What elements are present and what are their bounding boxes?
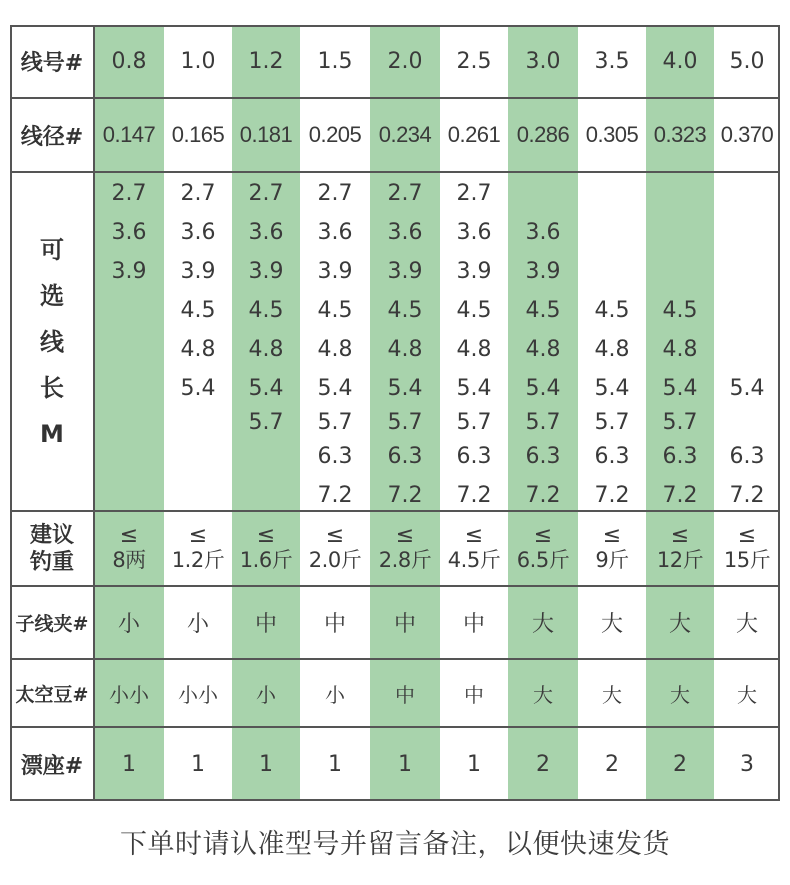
length-value: 6.3 <box>594 444 630 469</box>
label-space-bean: 太空豆# <box>15 683 89 706</box>
line-number-cell: 1.0 <box>180 49 216 74</box>
float-seat-cell: 2 <box>605 751 619 777</box>
length-value: 4.5 <box>594 298 630 323</box>
length-value: 4.5 <box>456 298 492 323</box>
weight-value: 1.2斤 <box>171 547 225 572</box>
length-value: 6.3 <box>456 444 492 469</box>
weight-value: 8两 <box>112 547 146 572</box>
length-value: 6.3 <box>387 444 423 469</box>
suggested-weight-cell <box>578 511 646 586</box>
length-value: 3.9 <box>387 259 423 284</box>
label-length-char: 选 <box>40 281 64 310</box>
length-value: 5.4 <box>248 376 284 401</box>
length-value: 5.4 <box>387 376 423 401</box>
length-value: 7.2 <box>525 483 561 508</box>
length-value: 4.5 <box>317 298 353 323</box>
length-value: 2.7 <box>180 181 216 206</box>
float-seat-cell: 3 <box>740 751 754 777</box>
length-value: 6.3 <box>525 444 561 469</box>
space-bean-cell: 中 <box>395 682 415 707</box>
label-float-seat: 漂座# <box>20 753 84 779</box>
space-bean-cell: 大 <box>602 682 622 707</box>
length-value: 6.3 <box>729 444 765 469</box>
suggested-weight-cell <box>646 511 714 586</box>
space-bean-cell: 小 <box>325 682 345 707</box>
line-number-cell: 2.0 <box>387 49 423 74</box>
label-length-char: 可 <box>40 235 64 264</box>
line-diameter-cell: 0.323 <box>653 122 707 147</box>
space-bean-cell: 小小 <box>109 682 149 707</box>
footer-note: 下单时请认准型号并留言备注，以便快速发货 <box>120 829 670 860</box>
line-diameter-cell: 0.147 <box>102 122 156 147</box>
length-value: 7.2 <box>729 483 765 508</box>
length-value: 3.9 <box>248 259 284 284</box>
label-length-char: M <box>40 419 64 448</box>
weight-value: 1.6斤 <box>239 547 293 572</box>
line-diameter-cell: 0.305 <box>585 122 639 147</box>
length-value: 3.6 <box>180 220 216 245</box>
length-value: 5.4 <box>594 376 630 401</box>
length-value: 3.6 <box>387 220 423 245</box>
less-equal-symbol: ≤ <box>395 522 415 548</box>
length-value: 4.5 <box>387 298 423 323</box>
weight-value: 2.0斤 <box>308 547 362 572</box>
line-diameter-cell: 0.165 <box>171 122 225 147</box>
length-value: 4.8 <box>180 337 216 362</box>
length-value: 5.7 <box>525 410 561 435</box>
label-weight-line1: 建议 <box>29 522 74 548</box>
line-diameter-cell: 0.205 <box>308 122 362 147</box>
space-bean-cell: 中 <box>464 682 484 707</box>
line-clip-cell: 大 <box>668 612 691 637</box>
space-bean-cell: 大 <box>737 682 757 707</box>
label-length-char: 长 <box>40 373 64 402</box>
suggested-weight-cell <box>508 511 578 586</box>
length-value: 4.8 <box>594 337 630 362</box>
line-number-cell: 0.8 <box>111 49 147 74</box>
line-number-cell: 3.0 <box>525 49 561 74</box>
line-diameter-cell: 0.370 <box>720 122 774 147</box>
length-value: 3.6 <box>111 220 147 245</box>
length-value: 4.5 <box>662 298 698 323</box>
length-value: 5.7 <box>317 410 353 435</box>
float-seat-cell: 1 <box>122 751 136 777</box>
length-value: 4.5 <box>180 298 216 323</box>
length-value: 4.8 <box>387 337 423 362</box>
length-value: 5.7 <box>456 410 492 435</box>
weight-value: 9斤 <box>595 547 629 572</box>
length-value: 7.2 <box>662 483 698 508</box>
less-equal-symbol: ≤ <box>533 522 553 548</box>
length-value: 3.6 <box>317 220 353 245</box>
length-value: 4.8 <box>456 337 492 362</box>
less-equal-symbol: ≤ <box>119 522 139 548</box>
line-diameter-cell: 0.286 <box>516 122 570 147</box>
length-value: 4.5 <box>525 298 561 323</box>
length-value: 4.8 <box>317 337 353 362</box>
length-value: 3.9 <box>525 259 561 284</box>
line-clip-cell: 大 <box>531 612 554 637</box>
float-seat-cell: 2 <box>673 751 687 777</box>
length-value: 6.3 <box>317 444 353 469</box>
less-equal-symbol: ≤ <box>670 522 690 548</box>
line-clip-cell: 小 <box>117 612 140 637</box>
length-value: 3.9 <box>111 259 147 284</box>
line-diameter-cell: 0.181 <box>239 122 293 147</box>
space-bean-cell: 大 <box>533 682 553 707</box>
length-value: 2.7 <box>317 181 353 206</box>
float-seat-cell: 1 <box>259 751 273 777</box>
suggested-weight-cell <box>300 511 370 586</box>
line-clip-cell: 中 <box>462 612 485 637</box>
length-value: 5.4 <box>729 376 765 401</box>
length-value: 3.6 <box>248 220 284 245</box>
less-equal-symbol: ≤ <box>325 522 345 548</box>
length-value: 7.2 <box>456 483 492 508</box>
length-value: 7.2 <box>317 483 353 508</box>
length-value: 3.6 <box>456 220 492 245</box>
length-value: 5.7 <box>662 410 698 435</box>
length-value: 3.6 <box>525 220 561 245</box>
less-equal-symbol: ≤ <box>737 522 757 548</box>
length-value: 4.8 <box>525 337 561 362</box>
weight-value: 6.5斤 <box>516 547 570 572</box>
length-value: 4.8 <box>248 337 284 362</box>
line-number-cell: 5.0 <box>729 49 765 74</box>
length-value: 7.2 <box>594 483 630 508</box>
line-clip-cell: 大 <box>735 612 758 637</box>
float-seat-cell: 2 <box>536 751 550 777</box>
float-seat-cell: 1 <box>191 751 205 777</box>
length-value: 2.7 <box>456 181 492 206</box>
suggested-weight-cell <box>164 511 232 586</box>
length-value: 5.7 <box>248 410 284 435</box>
line-clip-cell: 中 <box>254 612 277 637</box>
weight-value: 15斤 <box>723 547 771 572</box>
length-value: 6.3 <box>662 444 698 469</box>
line-number-cell: 1.5 <box>317 49 353 74</box>
line-number-cell: 1.2 <box>248 49 284 74</box>
line-diameter-cell: 0.261 <box>447 122 501 147</box>
suggested-weight-cell <box>94 511 164 586</box>
length-value: 3.9 <box>180 259 216 284</box>
length-value: 3.9 <box>456 259 492 284</box>
line-clip-cell: 小 <box>186 612 209 637</box>
float-seat-cell: 1 <box>467 751 481 777</box>
length-value: 2.7 <box>111 181 147 206</box>
length-value: 5.4 <box>180 376 216 401</box>
label-weight-line2: 钓重 <box>29 549 74 575</box>
suggested-weight-cell <box>440 511 508 586</box>
length-value: 4.8 <box>662 337 698 362</box>
float-seat-cell: 1 <box>328 751 342 777</box>
length-value: 5.4 <box>317 376 353 401</box>
length-value: 2.7 <box>387 181 423 206</box>
suggested-weight-cell <box>232 511 300 586</box>
spec-table <box>10 25 780 801</box>
length-value: 3.9 <box>317 259 353 284</box>
length-value: 5.7 <box>387 410 423 435</box>
less-equal-symbol: ≤ <box>602 522 622 548</box>
suggested-weight-cell <box>714 511 780 586</box>
line-clip-cell: 中 <box>323 612 346 637</box>
suggested-weight-cell <box>370 511 440 586</box>
length-value: 5.4 <box>525 376 561 401</box>
less-equal-symbol: ≤ <box>188 522 208 548</box>
space-bean-cell: 小 <box>256 682 276 707</box>
space-bean-cell: 大 <box>670 682 690 707</box>
label-line-number: 线号# <box>20 51 84 76</box>
label-line-clip: 子线夹# <box>15 613 89 635</box>
float-seat-cell: 1 <box>398 751 412 777</box>
line-number-cell: 4.0 <box>662 49 698 74</box>
length-value: 4.5 <box>248 298 284 323</box>
space-bean-cell: 小小 <box>178 682 218 707</box>
less-equal-symbol: ≤ <box>464 522 484 548</box>
less-equal-symbol: ≤ <box>256 522 276 548</box>
length-value: 5.4 <box>662 376 698 401</box>
length-value: 5.7 <box>594 410 630 435</box>
weight-value: 2.8斤 <box>378 547 432 572</box>
length-value: 7.2 <box>387 483 423 508</box>
label-length-char: 线 <box>40 327 64 356</box>
line-clip-cell: 中 <box>393 612 416 637</box>
line-diameter-cell: 0.234 <box>378 122 432 147</box>
length-value: 5.4 <box>456 376 492 401</box>
line-number-cell: 2.5 <box>456 49 492 74</box>
line-clip-cell: 大 <box>600 612 623 637</box>
length-value: 2.7 <box>248 181 284 206</box>
weight-value: 12斤 <box>656 547 704 572</box>
weight-value: 4.5斤 <box>447 547 501 572</box>
label-line-diameter: 线径# <box>20 124 84 150</box>
line-number-cell: 3.5 <box>594 49 630 74</box>
